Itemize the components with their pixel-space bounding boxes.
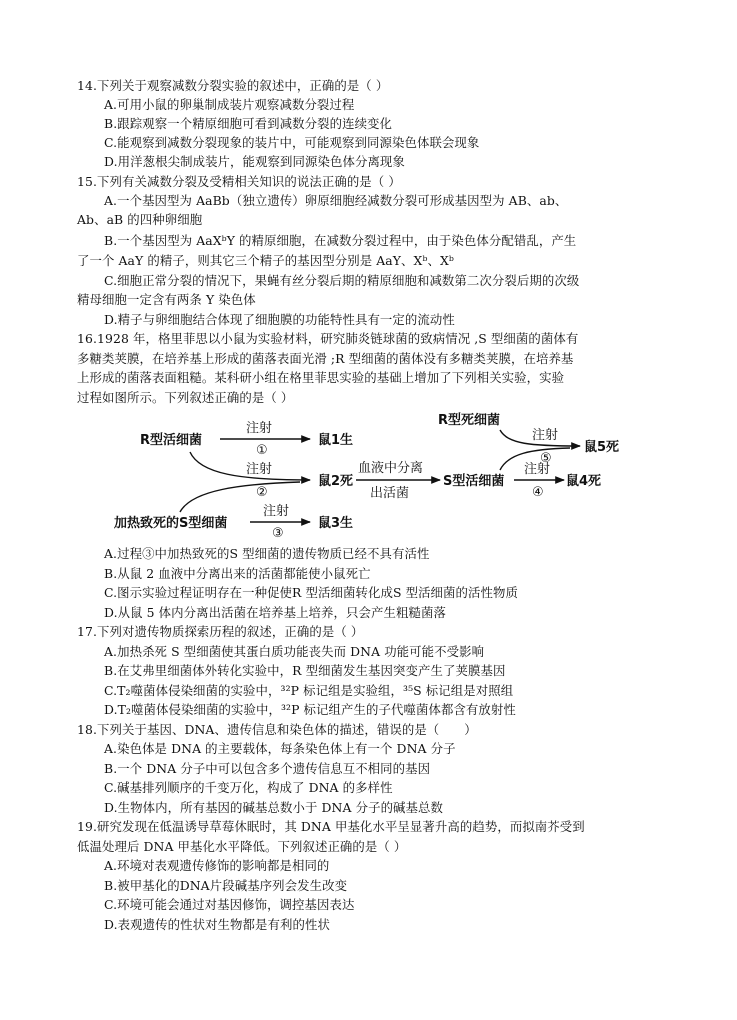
q17-option-b: B.在艾弗里细菌体外转化实验中，R 型细菌发生基因突变产生了荚膜基因 [104, 663, 506, 678]
q19-option-b: B.被甲基化的DNA片段碱基序列会发生改变 [104, 878, 348, 893]
mouse-3-label: 鼠3生 [318, 516, 354, 531]
q14-option-a: A.可用小鼠的卵巢制成装片观察减数分裂过程 [104, 97, 355, 112]
experiment-flow-diagram [100, 408, 640, 543]
mouse-2-label: 鼠2死 [318, 474, 354, 489]
q16-option-b: B.从鼠 2 血液中分离出来的活菌都能使小鼠死亡 [104, 566, 371, 581]
inject-label-4: 注射 [524, 462, 551, 477]
q16-option-d: D.从鼠 5 体内分离出活菌在培养基上培养，只会产生粗糙菌落 [104, 605, 446, 620]
step-4-number: ④ [532, 485, 544, 500]
blood-separation-label-1: 血液中分离 [358, 461, 424, 476]
q18-option-b: B.一个 DNA 分子中可以包含多个遗传信息互不相同的基因 [104, 761, 431, 776]
q14-stem: 14.下列关于观察减数分裂实验的叙述中，正确的是（ ） [77, 78, 389, 93]
inject-label-5: 注射 [532, 428, 559, 443]
q19-stem-line2: 低温处理后 DNA 甲基化水平降低。下列叙述正确的是（ ） [77, 839, 407, 854]
q18-option-d: D.生物体内，所有基因的碱基总数小于 DNA 分子的碱基总数 [104, 800, 444, 815]
mouse-5-label: 鼠5死 [584, 440, 620, 455]
q15-option-a-line1: A.一个基因型为 AaBb（独立遗传）卵原细胞经减数分裂可形成基因型为 AB、ab、 [104, 193, 568, 208]
step-2-number: ② [256, 485, 268, 500]
q14-option-c: C.能观察到减数分裂现象的装片中，可能观察到同源染色体联会现象 [104, 135, 480, 150]
q16-stem-line2: 多糖类荚膜，在培养基上形成的菌落表面光滑 ;R 型细菌的菌体没有多糖类荚膜，在培养基 [77, 351, 574, 366]
q16-stem-line1: 16.1928 年，格里菲思以小鼠为实验材料，研究肺炎链球菌的致病情况 ,S 型细菌的菌体有 [77, 331, 579, 346]
q15-option-c-line2: 精母细胞一定含有两条 Y 染色体 [77, 292, 256, 307]
q17-option-d: D.T₂噬菌体侵染细菌的实验中，³²P 标记组产生的子代噬菌体都含有放射性 [104, 702, 516, 717]
q14-option-d: D.用洋葱根尖制成装片，能观察到同源染色体分离现象 [104, 154, 405, 169]
mouse-4-label: 鼠4死 [566, 474, 602, 489]
q15-stem: 15.下列有关减数分裂及受精相关知识的说法正确的是（ ） [77, 174, 401, 189]
q14-option-b: B.跟踪观察一个精原细胞可看到减数分裂的连续变化 [104, 116, 393, 131]
q15-option-b-line1: B.一个基因型为 AaXᵇY 的精原细胞，在减数分裂过程中，由于染色体分配错乱，产生 [104, 233, 577, 248]
step-5-number: ⑤ [540, 451, 552, 466]
q17-option-c: C.T₂噬菌体侵染细菌的实验中，³²P 标记组是实验组，³⁵S 标记组是对照组 [104, 683, 514, 698]
s-live-bacteria-label: S型活细菌 [443, 474, 505, 489]
q18-option-a: A.染色体是 DNA 的主要载体，每条染色体上有一个 DNA 分子 [104, 741, 456, 756]
mouse-1-label: 鼠1生 [318, 433, 354, 448]
q19-option-c: C.环境可能会通过对基因修饰，调控基因表达 [104, 897, 355, 912]
q19-option-d: D.表观遗传的性状对生物都是有利的性状 [104, 917, 330, 932]
q15-option-c-line1: C.细胞正常分裂的情况下，果蝇有丝分裂后期的精原细胞和减数第二次分裂后期的次级 [104, 273, 580, 288]
q17-option-a: A.加热杀死 S 型细菌使其蛋白质功能丧失而 DNA 功能可能不受影响 [104, 644, 485, 659]
r-dead-bacteria-label: R型死细菌 [438, 413, 501, 428]
q17-stem: 17.下列对遗传物质探索历程的叙述，正确的是（ ） [77, 624, 364, 639]
q16-option-a: A.过程③中加热致死的S 型细菌的遗传物质已经不具有活性 [104, 546, 430, 561]
inject-label-3: 注射 [263, 504, 290, 519]
inject-label-2: 注射 [246, 462, 273, 477]
q15-option-a-line2: Ab、aB 的四种卵细胞 [77, 212, 203, 227]
q16-stem-line3: 上形成的菌落表面粗糙。某科研小组在格里菲思实验的基础上增加了下列相关实验，实验 [77, 370, 565, 385]
heat-killed-s-bacteria-label: 加热致死的S型细菌 [114, 516, 228, 531]
q19-stem-line1: 19.研究发现在低温诱导草莓休眠时，其 DNA 甲基化水平呈显著升高的趋势，而拟南芥受到 [77, 819, 585, 834]
q19-option-a: A.环境对表观遗传修饰的影响都是相同的 [104, 858, 330, 873]
q16-stem-line4: 过程如图所示。下列叙述正确的是（ ） [77, 390, 294, 405]
r-live-bacteria-label: R型活细菌 [140, 433, 203, 448]
blood-separation-label-2: 出活菌 [370, 486, 410, 501]
step-1-number: ① [256, 443, 268, 458]
q16-option-c: C.图示实验过程证明存在一种促使R 型活细菌转化成S 型活细菌的活性物质 [104, 585, 518, 600]
q15-option-b-line2: 了一个 AaY 的精子，则其它三个精子的基因型分别是 AaY、Xᵇ、Xᵇ [77, 253, 454, 268]
q18-option-c: C.碱基排列顺序的千变万化，构成了 DNA 的多样性 [104, 780, 393, 795]
inject-label-1: 注射 [246, 421, 273, 436]
q18-stem: 18.下列关于基因、DNA、遗传信息和染色体的描述，错误的是（ ） [77, 722, 477, 737]
q15-option-d: D.精子与卵细胞结合体现了细胞膜的功能特性具有一定的流动性 [104, 312, 455, 327]
step-3-number: ③ [272, 526, 284, 541]
